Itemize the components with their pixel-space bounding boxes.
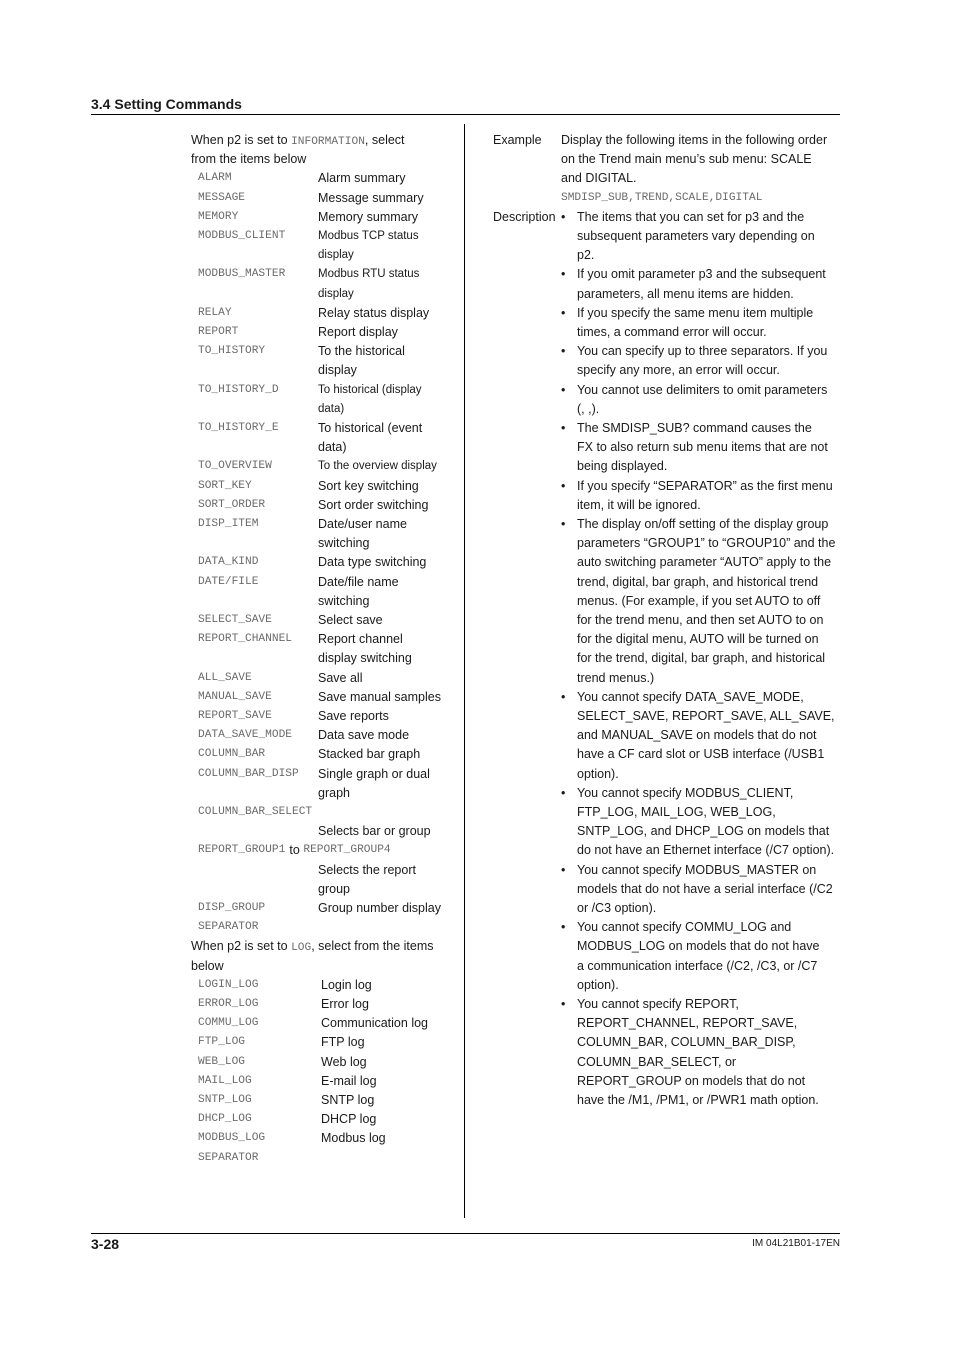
bullet-text: You can specify up to three separators. If you [577, 344, 828, 359]
bullet-text: SELECT_SAVE, REPORT_SAVE, ALL_SAVE, [577, 709, 835, 723]
bullet-text: menus. (For example, if you set AUTO to off [577, 593, 821, 608]
bullet-text: MODBUS_LOG on models that do not have [577, 939, 820, 954]
bullet-marker: • [561, 344, 566, 359]
bullet-text: option). [577, 766, 619, 781]
bullet-text: SNTP_LOG, and DHCP_LOG on models that [577, 824, 830, 839]
item-description: data) [318, 402, 345, 415]
intro-information [191, 131, 405, 152]
item-description: To the historical [318, 344, 405, 359]
bullet-marker: • [561, 689, 566, 704]
log-code: DHCP_LOG [198, 1113, 252, 1126]
item-code: DISP_GROUP [198, 902, 266, 914]
bullet-text: You cannot specify MODBUS_CLIENT, [577, 785, 794, 800]
bullet-text: item, it will be ignored. [577, 497, 701, 512]
item-code: SELECT_SAVE [198, 614, 272, 626]
item-description: Save all [318, 670, 363, 685]
item-code: RELAY [198, 306, 232, 319]
log-description: Communication log [321, 1016, 428, 1031]
item-description: Select save [318, 613, 383, 627]
log-description: FTP log [321, 1035, 365, 1050]
item-code: DATE/FILE [198, 575, 259, 588]
item-description: group [318, 881, 350, 896]
bullet-text: specify any more, an error will occur. [577, 363, 780, 378]
item-description: Selects the report [318, 862, 416, 877]
item-code: MEMORY [198, 210, 239, 223]
item-description: Sort order switching [318, 497, 429, 512]
bullet-text: trend, digital, bar graph, and historical trend [577, 574, 819, 589]
log-code: SEPARATOR [198, 1151, 259, 1164]
item-description: Memory summary [318, 209, 419, 224]
log-description: Login log [321, 977, 372, 992]
bullet-text: models that do not have a serial interface (/C2 [577, 881, 833, 896]
item-code: SORT_ORDER [198, 498, 266, 511]
log-code: MAIL_LOG [198, 1074, 252, 1087]
intro-information-line2: from the items below [191, 152, 307, 167]
log-code: LOGIN_LOG [198, 978, 259, 991]
log-code: MODBUS_LOG [198, 1132, 266, 1145]
item-code: COLUMN_BAR [198, 748, 266, 761]
item-code: DATA_SAVE_MODE [198, 729, 292, 742]
item-description: Save reports [318, 709, 389, 723]
item-description: display [318, 249, 354, 262]
log-code: SNTP_LOG [198, 1094, 252, 1106]
item-code: TO_HISTORY_E [198, 422, 279, 434]
item-description: To historical (display [318, 383, 422, 396]
bullet-text: p2. [577, 248, 595, 263]
item-code: MANUAL_SAVE [198, 690, 272, 703]
page-number: 3-28 [91, 1236, 120, 1252]
bullet-marker: • [561, 478, 566, 493]
footer-rule [91, 1233, 840, 1234]
bullet-text: auto switching parameter “AUTO” apply to the [577, 555, 832, 570]
bullet-text: being displayed. [577, 459, 668, 474]
bullet-marker: • [561, 267, 566, 282]
item-description: Sort key switching [318, 478, 419, 493]
example-code: SMDISP_SUB,TREND,SCALE,DIGITAL [561, 191, 763, 204]
item-to-word: to [289, 843, 300, 858]
item-description: Date/user name [318, 517, 407, 531]
bullet-text: for the digital menu, AUTO will be turned on [577, 632, 819, 647]
bullet-text: You cannot specify DATA_SAVE_MODE, [577, 689, 804, 704]
bullet-text: and MANUAL_SAVE on models that do not [577, 728, 817, 743]
bullet-text: or /C3 option). [577, 901, 657, 915]
column-divider [464, 124, 465, 1218]
item-description: Modbus TCP status [318, 230, 419, 242]
log-description: Modbus log [321, 1131, 386, 1146]
intro-log [191, 937, 433, 958]
log-code: WEB_LOG [198, 1055, 245, 1068]
item-description: Group number display [318, 901, 441, 915]
bullet-text: for the trend, digital, bar graph, and historical [577, 651, 826, 666]
bullet-text: trend menus.) [577, 670, 655, 685]
example-text: Display the following items in the following order [561, 133, 828, 147]
item-description: Save manual samples [318, 689, 441, 704]
intro-log-pre: When p2 is set to [191, 939, 292, 954]
item-code: MODBUS_MASTER [198, 268, 286, 281]
item-description: To historical (event [318, 421, 423, 435]
log-description: Error log [321, 997, 369, 1011]
bullet-text: You cannot specify REPORT, [577, 997, 739, 1011]
item-code: ALARM [198, 172, 232, 185]
bullet-text: FTP_LOG, MAIL_LOG, WEB_LOG, [577, 805, 776, 819]
bullet-text: option). [577, 977, 619, 992]
item-description: Report channel [318, 632, 403, 647]
bullet-text: You cannot specify MODBUS_MASTER on [577, 862, 817, 877]
log-description: SNTP log [321, 1093, 375, 1107]
item-description: Alarm summary [318, 171, 406, 186]
bullet-marker: • [561, 517, 566, 531]
item-code: REPORT [198, 326, 239, 338]
item-code: COLUMN_BAR_SELECT [198, 806, 313, 818]
item-description: switching [318, 593, 370, 608]
intro-information-code: INFORMATION [291, 136, 365, 148]
bullet-text: REPORT_GROUP on models that do not [577, 1073, 806, 1088]
intro-log-line2: below [191, 958, 224, 973]
bullet-text: a communication interface (/C2, /C3, or /C7 [577, 958, 818, 973]
item-code: REPORT_GROUP4 [303, 844, 391, 857]
item-description: Data save mode [318, 728, 410, 743]
bullet-marker: • [561, 305, 566, 320]
bullet-text: do not have an Ethernet interface (/C7 option). [577, 843, 835, 858]
item-code: SEPARATOR [198, 921, 259, 934]
intro-log-post: , select from the items [311, 939, 434, 954]
item-code: TO_HISTORY [198, 345, 266, 358]
section-header: 3.4 Setting Commands [91, 96, 242, 112]
item-description: display [318, 287, 354, 300]
bullet-text: have the /M1, /PM1, or /PWR1 math option. [577, 1093, 819, 1107]
bullet-text: REPORT_CHANNEL, REPORT_SAVE, [577, 1016, 798, 1031]
bullet-text: If you specify “SEPARATOR” as the first menu [577, 478, 833, 493]
item-code: SORT_KEY [198, 479, 252, 492]
item-code: TO_HISTORY_D [198, 383, 279, 396]
bullet-text: The display on/off setting of the display group [577, 517, 829, 531]
bullet-text: (, ,). [577, 401, 600, 416]
bullet-marker: • [561, 421, 566, 435]
log-description: E-mail log [321, 1073, 377, 1088]
bullet-marker: • [561, 209, 566, 224]
item-description: Data type switching [318, 555, 427, 570]
item-description: Selects bar or group [318, 824, 431, 839]
bullet-marker: • [561, 785, 566, 800]
item-code: MODBUS_CLIENT [198, 230, 286, 242]
bullet-text: COLUMN_BAR, COLUMN_BAR_DISP, [577, 1035, 796, 1050]
item-description: display switching [318, 651, 412, 666]
log-description: Web log [321, 1054, 367, 1069]
item-description: Relay status display [318, 305, 430, 320]
item-code: REPORT_CHANNEL [198, 633, 292, 646]
intro-log-code: LOG [291, 942, 312, 955]
bullet-marker: • [561, 862, 566, 877]
item-description: Report display [318, 325, 398, 339]
bullet-text: times, a command error will occur. [577, 325, 767, 339]
bullet-text: FX to also return sub menu items that are not [577, 440, 828, 455]
bullet-text: You cannot use delimiters to omit parameters [577, 382, 828, 397]
bullet-text: COLUMN_BAR_SELECT, or [577, 1054, 737, 1069]
bullet-marker: • [561, 920, 566, 935]
item-description: graph [318, 785, 350, 800]
log-code: ERROR_LOG [198, 998, 259, 1010]
item-code: ALL_SAVE [198, 671, 252, 684]
bullet-marker: • [561, 997, 566, 1011]
item-code: MESSAGE [198, 191, 245, 204]
bullet-text: If you specify the same menu item multiple [577, 305, 814, 320]
example-text: and DIGITAL. [561, 171, 637, 186]
item-code: TO_OVERVIEW [198, 460, 272, 473]
item-code: REPORT_GROUP1 [198, 844, 286, 857]
log-code: COMMU_LOG [198, 1017, 259, 1030]
bullet-text: for the trend menu, and then set AUTO to on [577, 613, 824, 627]
item-description: Single graph or dual [318, 766, 430, 781]
description-label: Description [493, 209, 556, 224]
header-rule [91, 114, 840, 115]
example-label: Example [493, 133, 542, 147]
bullet-text: parameters “GROUP1” to “GROUP10” and the [577, 536, 836, 551]
item-description: data) [318, 440, 347, 455]
item-code: DATA_KIND [198, 556, 259, 569]
item-code: REPORT_SAVE [198, 710, 272, 722]
document-id: IM 04L21B01-17EN [752, 1238, 840, 1249]
intro-information-post: , select [364, 133, 405, 147]
item-code: DISP_ITEM [198, 518, 259, 530]
bullet-text: If you omit parameter p3 and the subsequent [577, 267, 826, 282]
bullet-text: You cannot specify COMMU_LOG and [577, 920, 792, 935]
bullet-text: The items that you can set for p3 and the [577, 209, 805, 224]
item-description: Stacked bar graph [318, 747, 421, 762]
item-description: Date/file name [318, 574, 399, 589]
item-description: display [318, 363, 357, 378]
bullet-marker: • [561, 382, 566, 397]
bullet-text: have a CF card slot or USB interface (/USB1 [577, 747, 825, 762]
intro-information-pre: When p2 is set to [191, 133, 292, 147]
item-description: To the overview display [318, 460, 437, 473]
bullet-text: parameters, all menu items are hidden. [577, 286, 794, 301]
bullet-text: subsequent parameters vary depending on [577, 229, 815, 243]
bullet-text: The SMDISP_SUB? command causes the [577, 421, 812, 435]
log-code: FTP_LOG [198, 1036, 245, 1049]
item-description: Message summary [318, 190, 424, 205]
item-description: switching [318, 536, 370, 551]
log-description: DHCP log [321, 1112, 377, 1127]
item-code: COLUMN_BAR_DISP [198, 767, 299, 780]
example-text: on the Trend main menu’s sub menu: SCALE [561, 152, 812, 167]
item-description: Modbus RTU status [318, 268, 420, 281]
